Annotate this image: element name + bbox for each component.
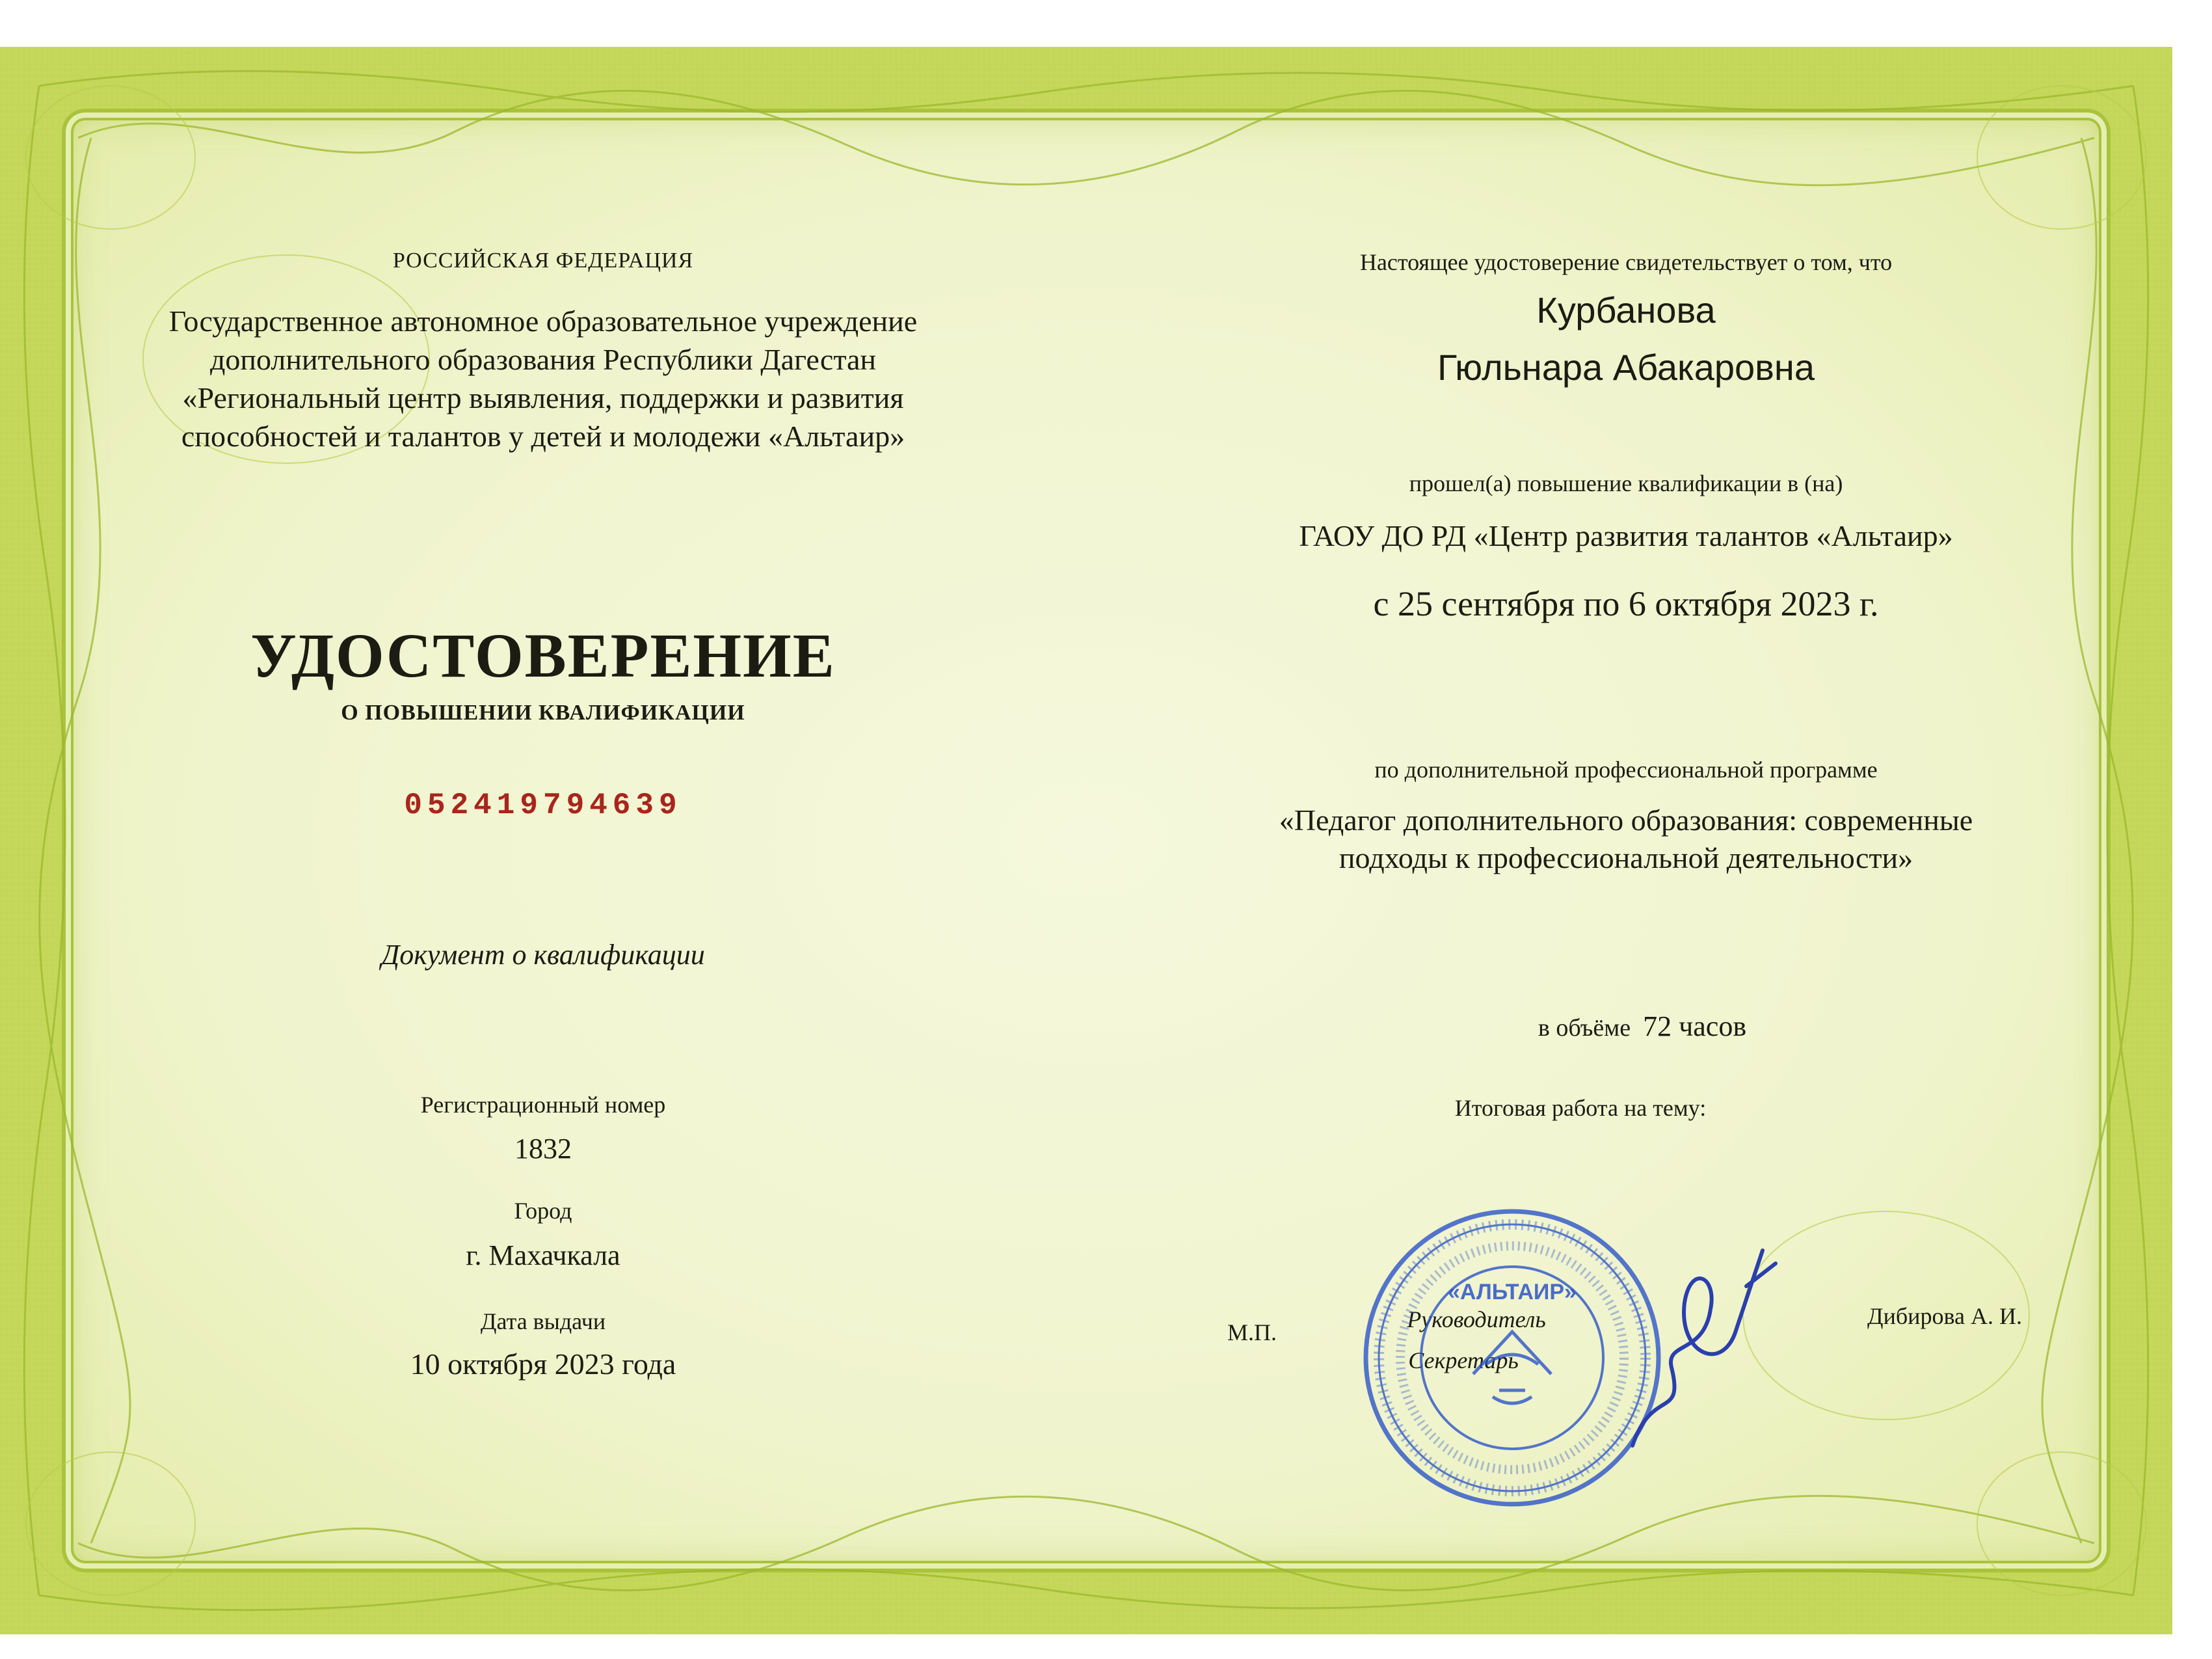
volume-label: в объёме — [1538, 1014, 1631, 1042]
volume-value: 72 часов — [1643, 1010, 1747, 1042]
document-type: Документ о квалификации — [381, 939, 705, 971]
holder-given-names: Гюльнара Абакаровна — [1437, 347, 1815, 388]
country-label: РОССИЙСКАЯ ФЕДЕРАЦИЯ — [392, 249, 694, 273]
registration-number-label: Регистрационный номер — [420, 1092, 666, 1118]
secretary-label: Секретарь — [1408, 1347, 1519, 1373]
registration-number-value: 1832 — [514, 1133, 572, 1165]
institution-line: способностей и талантов у детей и молодежи «Альтаир» — [181, 420, 905, 453]
program-line: «Педагог дополнительного образования: современные — [1279, 803, 1973, 837]
intro-text: Настоящее удостоверение свидетельствует о том, что — [1359, 249, 1893, 275]
final-work-label: Итоговая работа на тему: — [1454, 1095, 1707, 1121]
document-title: УДОСТОВЕРЕНИЕ — [250, 621, 836, 690]
holder-surname: Курбанова — [1536, 290, 1716, 330]
certificate-frame — [0, 47, 2172, 1634]
head-name: Дибирова А. И. — [1867, 1303, 2022, 1329]
issue-date-value: 10 октября 2023 года — [410, 1347, 676, 1381]
training-period: с 25 сентября по 6 октября 2023 г. — [1373, 584, 1879, 623]
program-name — [1279, 802, 1973, 877]
city-label: Город — [514, 1198, 572, 1224]
stamp-center-text: «АЛЬТАИР» — [1448, 1280, 1577, 1304]
organization-name: ГАОУ ДО РД «Центр развития талантов «Альтаир» — [1299, 519, 1953, 552]
program-label: по дополнительной профессиональной программе — [1374, 757, 1878, 783]
passed-text: прошел(а) повышение квалификации в (на) — [1409, 470, 1843, 496]
head-signature — [1613, 1224, 1795, 1472]
institution-line: «Региональный центр выявления, поддержки и развития — [182, 381, 904, 414]
head-label: Руководитель — [1407, 1306, 1546, 1332]
mp-label: М.П. — [1227, 1319, 1277, 1345]
institution-line: Государственное автономное образовательное учреждение — [168, 304, 918, 338]
institution-line: дополнительного образования Республики Дагестан — [209, 343, 877, 376]
institution-name — [169, 302, 917, 455]
program-line: подходы к профессиональной деятельности» — [1339, 841, 1913, 874]
document-subtitle: О ПОВЫШЕНИИ КВАЛИФИКАЦИИ — [341, 701, 745, 725]
city-value: г. Махачкала — [466, 1239, 620, 1271]
serial-number: 052419794639 — [404, 789, 682, 822]
issue-date-label: Дата выдачи — [480, 1308, 606, 1334]
volume-row — [1538, 1010, 1746, 1043]
